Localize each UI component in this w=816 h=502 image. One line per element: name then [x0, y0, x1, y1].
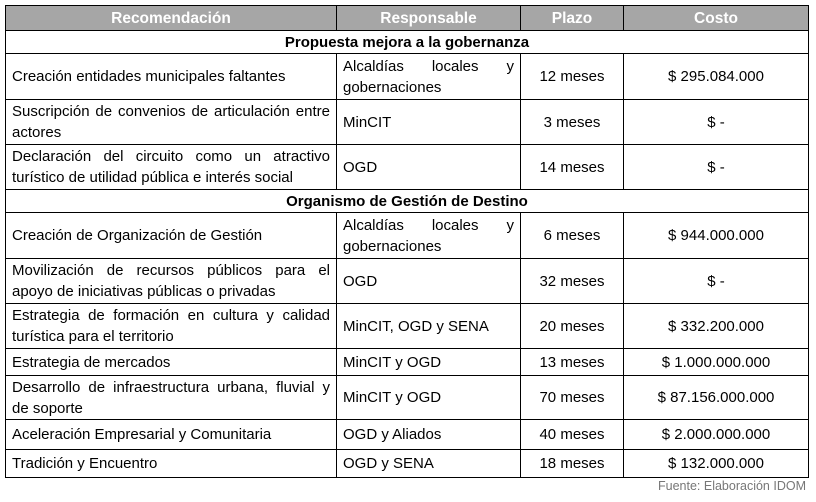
cell-plazo: 14 meses — [521, 145, 624, 190]
cell-costo: $ - — [624, 259, 809, 304]
cell-recomendacion: Tradición y Encuentro — [6, 450, 337, 478]
table-row — [6, 304, 809, 349]
cell-plazo: 13 meses — [521, 349, 624, 376]
table-row — [6, 259, 809, 304]
cell-responsable: OGD y Aliados — [337, 420, 521, 450]
cell-costo: $ 1.000.000.000 — [624, 349, 809, 376]
cell-plazo: 6 meses — [521, 213, 624, 259]
cell-costo: $ - — [624, 145, 809, 190]
section-title: Organismo de Gestión de Destino — [6, 190, 809, 213]
cell-recomendacion: Movilización de recursos públicos para el apoyo de iniciativas públicas o privadas — [6, 259, 337, 304]
cell-responsable: Alcaldías locales y gobernaciones — [337, 54, 521, 100]
header-responsable: Responsable — [337, 6, 521, 31]
cell-costo: $ 132.000.000 — [624, 450, 809, 478]
table-row — [6, 450, 809, 478]
section-row — [6, 190, 809, 213]
cell-recomendacion: Creación entidades municipales faltantes — [6, 54, 337, 100]
cell-recomendacion: Declaración del circuito como un atractivo turístico de utilidad pública e interés social — [6, 145, 337, 190]
header-recomendacion: Recomendación — [6, 6, 337, 31]
cell-recomendacion: Estrategia de formación en cultura y calidad turística para el territorio — [6, 304, 337, 349]
cell-costo: $ 2.000.000.000 — [624, 420, 809, 450]
table-row — [6, 376, 809, 420]
recommendations-table — [5, 5, 809, 478]
cell-responsable: MinCIT, OGD y SENA — [337, 304, 521, 349]
header-plazo: Plazo — [521, 6, 624, 31]
table-row — [6, 145, 809, 190]
cell-costo: $ 332.200.000 — [624, 304, 809, 349]
table-row — [6, 213, 809, 259]
cell-costo: $ 87.156.000.000 — [624, 376, 809, 420]
section-row — [6, 31, 809, 54]
cell-costo: $ - — [624, 100, 809, 145]
source-note: Fuente: Elaboración IDOM — [658, 479, 806, 493]
cell-recomendacion: Suscripción de convenios de articulación entre actores — [6, 100, 337, 145]
cell-recomendacion: Estrategia de mercados — [6, 349, 337, 376]
cell-costo: $ 295.084.000 — [624, 54, 809, 100]
cell-recomendacion: Desarrollo de infraestructura urbana, fluvial y de soporte — [6, 376, 337, 420]
cell-costo: $ 944.000.000 — [624, 213, 809, 259]
section-title: Propuesta mejora a la gobernanza — [6, 31, 809, 54]
cell-plazo: 32 meses — [521, 259, 624, 304]
header-row — [6, 6, 809, 31]
cell-responsable: Alcaldías locales y gobernaciones — [337, 213, 521, 259]
table-row — [6, 349, 809, 376]
cell-plazo: 12 meses — [521, 54, 624, 100]
cell-plazo: 3 meses — [521, 100, 624, 145]
cell-recomendacion: Aceleración Empresarial y Comunitaria — [6, 420, 337, 450]
table-row — [6, 420, 809, 450]
cell-responsable: MinCIT — [337, 100, 521, 145]
cell-plazo: 70 meses — [521, 376, 624, 420]
cell-plazo: 18 meses — [521, 450, 624, 478]
cell-responsable: OGD — [337, 145, 521, 190]
table-row — [6, 54, 809, 100]
cell-plazo: 40 meses — [521, 420, 624, 450]
cell-responsable: MinCIT y OGD — [337, 376, 521, 420]
cell-plazo: 20 meses — [521, 304, 624, 349]
cell-responsable: MinCIT y OGD — [337, 349, 521, 376]
table-row — [6, 100, 809, 145]
header-costo: Costo — [624, 6, 809, 31]
cell-recomendacion: Creación de Organización de Gestión — [6, 213, 337, 259]
cell-responsable: OGD y SENA — [337, 450, 521, 478]
cell-responsable: OGD — [337, 259, 521, 304]
